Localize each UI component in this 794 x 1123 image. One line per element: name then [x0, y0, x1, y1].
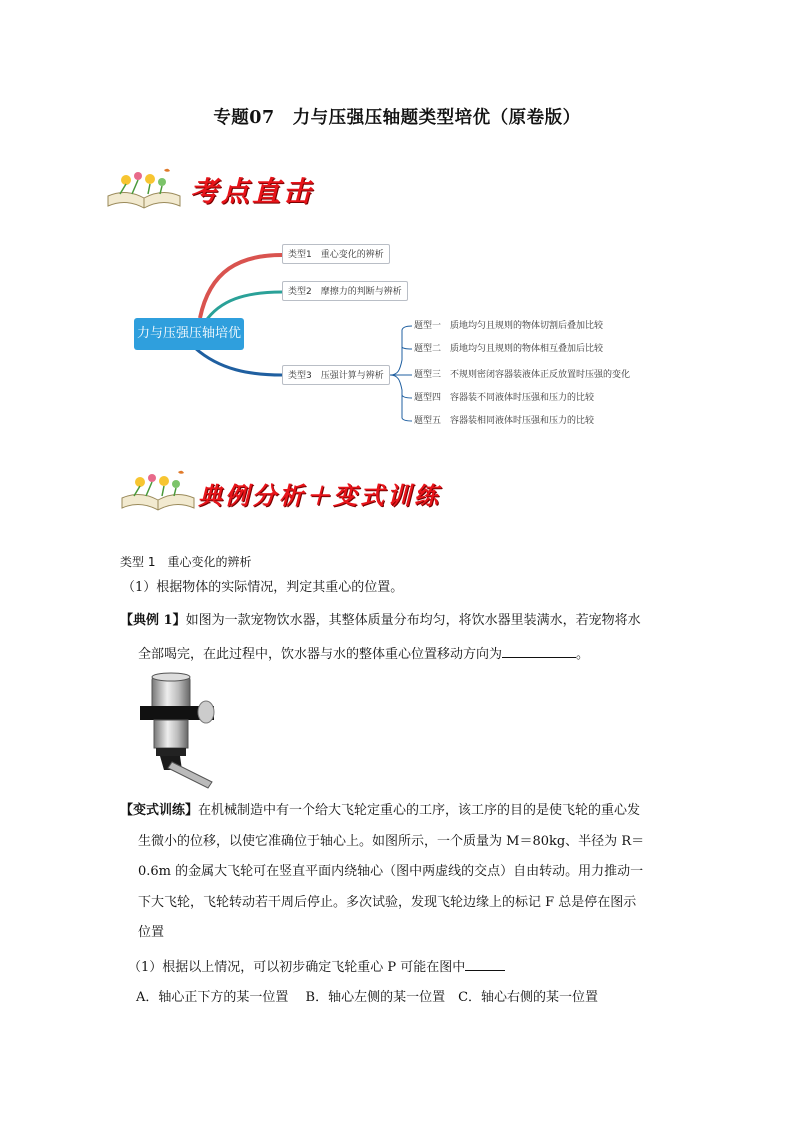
mindmap-leaf-2: 题型二 质地均匀且规则的物体相互叠加后比较 [414, 344, 604, 354]
point-1: （1）根据物体的实际情况，判定其重心的位置。 [122, 580, 404, 595]
banner-title-dianli: 典例分析＋变式训练 [198, 481, 441, 510]
mindmap-connectors [0, 230, 794, 440]
mindmap-leaf-4: 题型四 容器装不同液体时压强和压力的比较 [414, 393, 595, 403]
question-1-text: （1）根据以上情况，可以初步确定飞轮重心 P 可能在图中 [128, 960, 466, 975]
variant-text-1: 在机械制造中有一个给大飞轮定重心的工序，该工序的目的是使飞轮的重心发 [198, 803, 641, 818]
question-1-options: A．轴心正下方的某一位置 B．轴心左侧的某一位置 C．轴心右侧的某一位置 [136, 990, 599, 1005]
banner-title-kaodian: 考点直击 [190, 175, 315, 208]
variant-line-5: 位置 [138, 925, 165, 940]
variant-line-3: 0.6m 的金属大飞轮可在竖直平面内绕轴心（图中两虚线的交点）自由转动。用力推动一 [138, 864, 644, 879]
example-line-1 [120, 607, 641, 635]
example-text-2: 全部喝完，在此过程中，饮水器与水的整体重心位置移动方向为 [138, 647, 503, 662]
variant-line-1 [120, 797, 640, 825]
mindmap-leaf-3: 题型三 不规则密闭容器装液体正反放置时压强的变化 [414, 370, 631, 380]
variant-tag: 【变式训练】 [120, 803, 199, 818]
answer-blank-q1[interactable] [465, 956, 505, 971]
question-1 [128, 954, 505, 982]
mindmap-branch-1: 类型1 重心变化的辨析 [282, 244, 390, 264]
answer-blank[interactable] [502, 643, 576, 658]
mindmap-root: 力与压强压轴培优 [134, 318, 244, 350]
variant-line-4: 下大飞轮，飞轮转动若干周后停止。多次试验，发现飞轮边缘上的标记 F 总是停在图示 [138, 895, 637, 910]
variant-line-2: 生微小的位移，以使它准确位于轴心上。如图所示，一个质量为 M＝80kg、半径为 R＝ [138, 834, 645, 849]
mindmap-leaf-1: 题型一 质地均匀且规则的物体切割后叠加比较 [414, 321, 604, 331]
example-end: 。 [576, 647, 590, 662]
example-tag: 【典例 1】 [120, 613, 186, 628]
example-text-1: 如图为一款宠物饮水器，其整体质量分布均匀，将饮水器里装满水，若宠物将水 [185, 613, 641, 628]
mindmap-leaf-5: 题型五 容器装相同液体时压强和压力的比较 [414, 416, 595, 426]
mindmap-branch-2: 类型2 摩擦力的判断与辨析 [282, 281, 408, 301]
book-flower-icon [104, 166, 184, 210]
book-flower-icon [118, 468, 198, 512]
mindmap-branch-3: 类型3 压强计算与辨析 [282, 365, 390, 385]
page-title: 专题07 力与压强压轴题类型培优（原卷版） [213, 108, 581, 128]
pet-water-dispenser-image [136, 668, 220, 790]
section-heading: 类型 1 重心变化的辨析 [120, 555, 252, 569]
example-line-2 [138, 641, 589, 669]
